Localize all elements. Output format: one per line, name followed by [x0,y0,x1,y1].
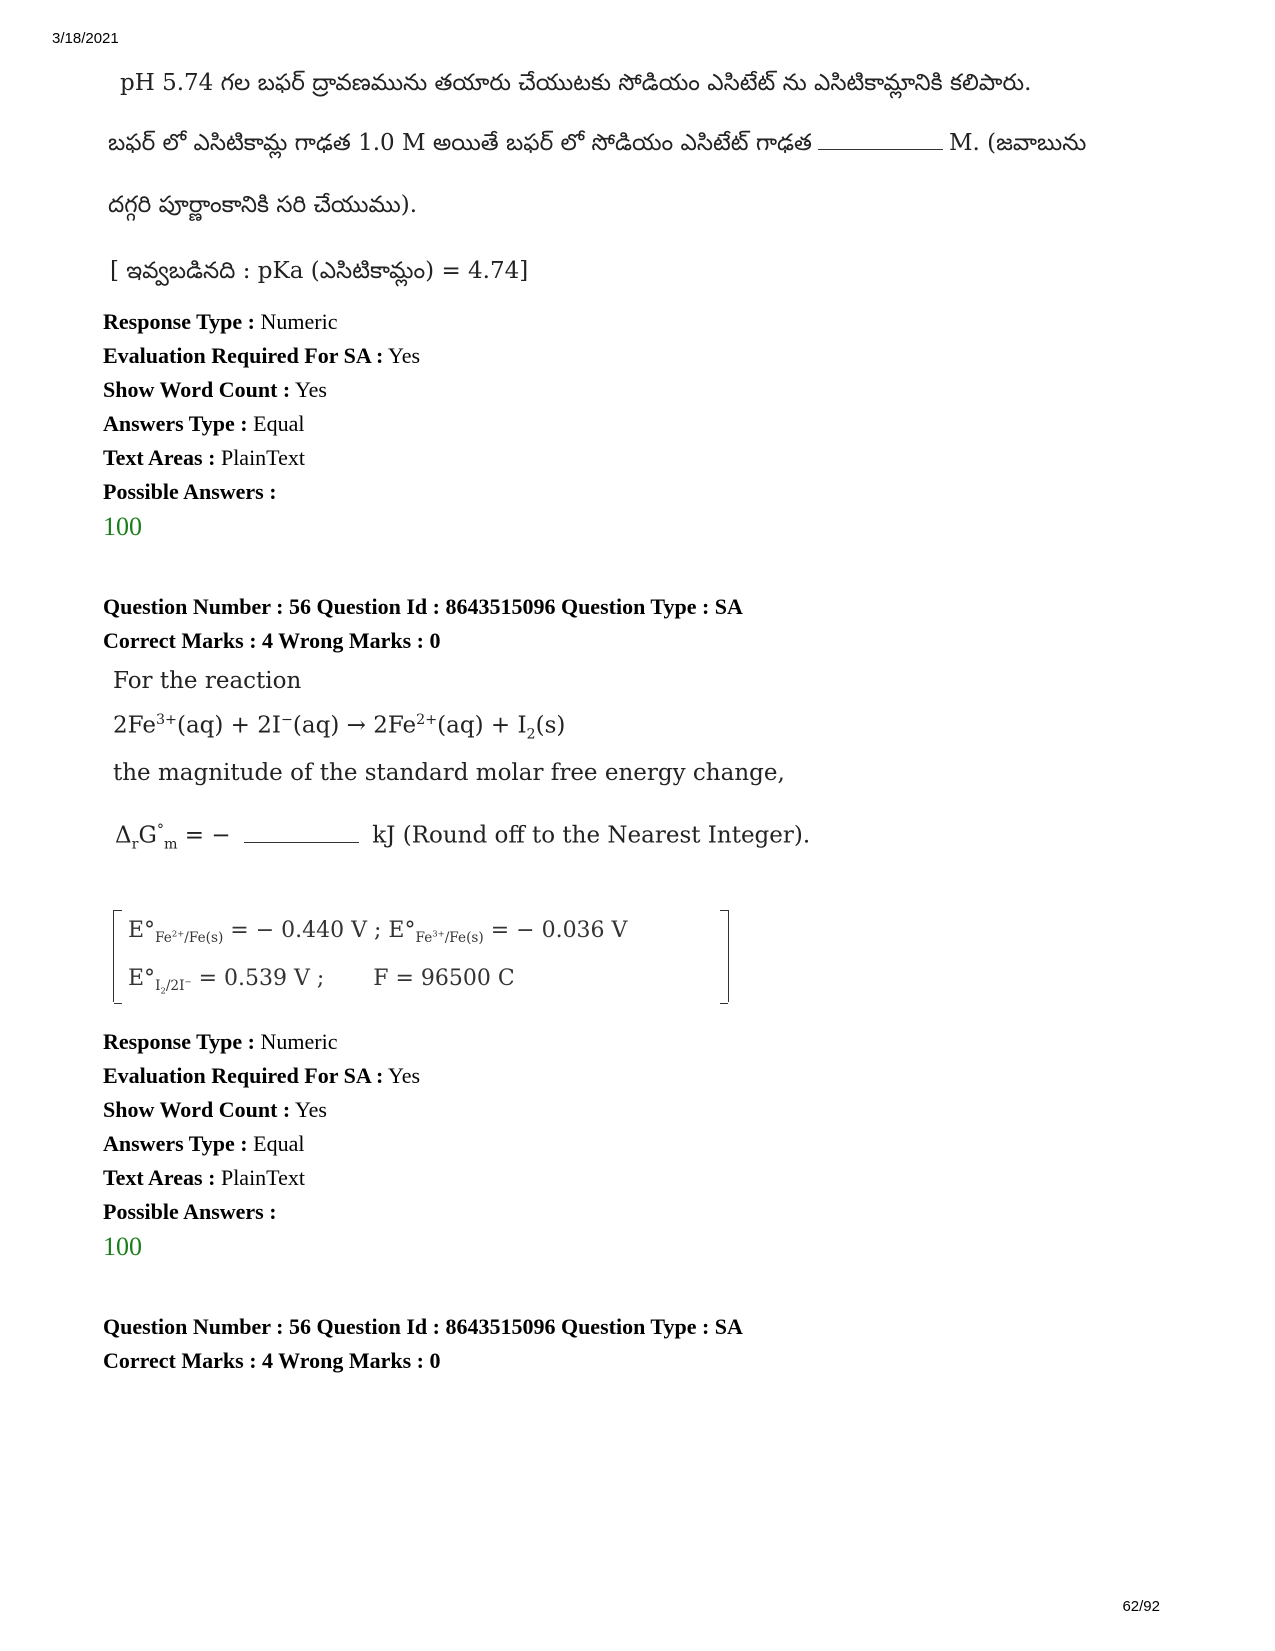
question-line-2-text: బఫర్ లో ఎసిటికామ్ల గాఢత 1.0 M అయితే బఫర్ లో సోడియం ఎసిటేట్ గాఢత [108,130,812,156]
delta-g-line: $\Delta_rG^\circ_m$ = − kJ (Round off to the Nearest Integer). [115,822,811,853]
possible-answers-row: Possible Answers : [103,1199,277,1224]
answers-type-row: Answers Type : Equal [103,411,305,436]
text-areas-row: Text Areas : PlainText [103,1165,305,1190]
response-type-row: Response Type : Numeric [103,309,338,334]
word-count-row: Show Word Count : Yes [103,377,327,402]
response-type-row: Response Type : Numeric [103,1029,338,1054]
answer-blank [818,148,943,150]
e-i2-line: $E^\circ_{I_2/2I^-} = 0.539$ V ; F = 96500 C [128,966,515,997]
response-meta-1 [103,305,420,509]
question-magnitude: the magnitude of the standard molar free energy change, [113,760,785,786]
print-date: 3/18/2021 [52,30,119,47]
question-line-3: దగ్గరి పూర్ణాంకానికి సరి చేయుము). [108,192,418,218]
answer-blank-2 [244,841,359,843]
question-intro: For the reaction [113,668,302,694]
given-data-box [113,910,729,1002]
possible-answer-value: 100 [103,512,142,541]
question-header: Question Number : 56 Question Id : 8643515096 Question Type : SA [103,1314,743,1339]
reaction-equation: $2Fe^{3+}(aq) + 2I^-(aq) \to 2Fe^{2+}(aq) + I_2(s)$ [113,712,566,743]
question-marks: Correct Marks : 4 Wrong Marks : 0 [103,1348,441,1373]
question-line-2 [108,130,1086,162]
evaluation-row: Evaluation Required For SA : Yes [103,343,421,368]
question-given: [ ఇవ్వబడినది : pKa (ఎసిటికామ్లం) = 4.74] [110,258,529,284]
question-line-2-tail: M. (జవాబును [948,130,1087,156]
evaluation-row: Evaluation Required For SA : Yes [103,1063,421,1088]
word-count-row: Show Word Count : Yes [103,1097,327,1122]
question-header: Question Number : 56 Question Id : 8643515096 Question Type : SA [103,594,743,619]
e-fe2-line: $E^\circ_{Fe^{2+}/Fe(s)}$ = − 0.440 V ; $E^\circ_{Fe^{3+}/Fe(s)}$ = − 0.036 V [128,918,628,947]
possible-answer-value: 100 [103,1232,142,1261]
question-marks: Correct Marks : 4 Wrong Marks : 0 [103,628,441,653]
answers-type-row: Answers Type : Equal [103,1131,305,1156]
page-number: 62/92 [1122,1598,1160,1615]
text-areas-row: Text Areas : PlainText [103,445,305,470]
question-line-1: pH 5.74 గల బఫర్ ద్రావణమును తయారు చేయుటకు సోడియం ఎసిటేట్ ను ఎసిటికామ్లానికి కలిపారు. [120,70,1032,96]
possible-answers-row: Possible Answers : [103,479,277,504]
response-meta-2 [103,1025,420,1229]
